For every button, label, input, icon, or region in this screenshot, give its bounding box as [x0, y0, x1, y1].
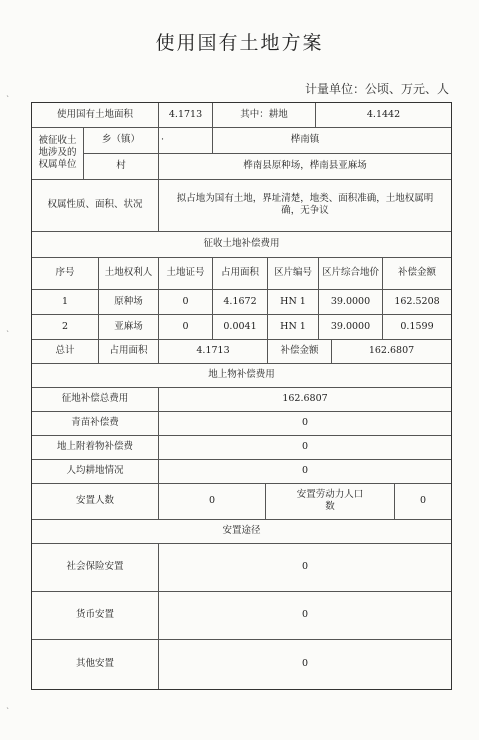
item-value: 0 — [301, 561, 309, 573]
resettlement-section-row — [32, 519, 451, 544]
township-label: 乡（镇） — [84, 127, 159, 153]
header-cert: 土地证号 — [159, 257, 213, 289]
header-price: 区片综合地价 — [319, 257, 383, 289]
item-label: 征地补偿总费用 — [32, 387, 159, 411]
header-owner: 土地权利人 — [99, 257, 159, 289]
measurement-unit: 计量单位：公顷、万元、人 — [304, 82, 449, 96]
compensation-total-row — [32, 339, 451, 364]
row-zone: HN 1 — [268, 289, 319, 314]
list-item — [32, 411, 451, 436]
ownership-value: 拟占地为国有土地，界址清楚，地类、面积准确，土地权属明确，无争议 — [176, 193, 434, 216]
row-index: 1 — [32, 289, 99, 314]
row-cert: 0 — [159, 314, 213, 339]
item-value: 0 — [301, 465, 309, 477]
scan-mark: ` — [6, 330, 10, 339]
farmland-label: 其中：耕地 — [213, 103, 316, 127]
total-area-label: 占用面积 — [99, 339, 159, 363]
resettlement-section-title: 安置途径 — [222, 525, 261, 537]
item-label: 地上附着物补偿费 — [32, 435, 159, 459]
row-cert: 0 — [159, 289, 213, 314]
row-price: 39.0000 — [319, 289, 383, 314]
header-index: 序号 — [32, 257, 99, 289]
scan-mark: ` — [6, 95, 10, 104]
header-area: 占用面积 — [213, 257, 268, 289]
area-label: 使用国有土地面积 — [32, 103, 159, 127]
list-item — [32, 591, 451, 640]
item-value: 162.6807 — [282, 393, 328, 405]
village-value: 桦南县原种场，桦南县亚麻场 — [243, 160, 367, 172]
ownership-row — [32, 179, 451, 232]
row-owner: 亚麻场 — [99, 314, 159, 339]
compensation-section-title: 征收土地补偿费用 — [203, 238, 280, 250]
owner-unit-row — [32, 127, 451, 180]
row-price: 39.0000 — [319, 314, 383, 339]
item-label: 货币安置 — [32, 591, 159, 639]
item-value: 0 — [301, 441, 309, 453]
resettle-count-row — [32, 483, 451, 520]
land-plan-table — [31, 102, 452, 690]
township-value: 桦南镇 — [290, 134, 320, 146]
area-row — [32, 103, 451, 128]
area-total: 4.1713 — [159, 103, 213, 127]
village-label: 村 — [84, 153, 159, 179]
row-index: 2 — [32, 314, 99, 339]
list-item — [32, 387, 451, 412]
list-item — [32, 639, 451, 689]
compensation-section-row — [32, 231, 451, 258]
item-value: 0 — [301, 609, 309, 621]
scan-mark: ` — [6, 707, 10, 716]
table-row — [32, 314, 451, 340]
labor-count-label: 安置劳动力人口数 — [266, 483, 395, 519]
row-area: 4.1672 — [213, 289, 268, 314]
header-zone: 区片编号 — [268, 257, 319, 289]
header-amount: 补偿金额 — [397, 267, 436, 279]
list-item — [32, 459, 451, 484]
item-value: 0 — [301, 658, 309, 670]
township-mark: · — [159, 127, 213, 153]
compensation-header-row — [32, 257, 451, 290]
resettle-count-label: 安置人数 — [32, 483, 159, 519]
ownership-label: 权属性质、面积、状况 — [32, 179, 159, 231]
item-label: 其他安置 — [32, 639, 159, 689]
farmland-value: 4.1442 — [366, 109, 401, 121]
total-amount-label: 补偿金额 — [268, 339, 332, 363]
item-label: 社会保险安置 — [32, 543, 159, 591]
above-ground-section-row — [32, 363, 451, 388]
above-ground-section-title: 地上物补偿费用 — [208, 369, 275, 381]
document-title: 使用国有土地方案 — [155, 32, 324, 54]
row-amount: 0.1599 — [400, 320, 434, 332]
item-label: 人均耕地情况 — [32, 459, 159, 483]
total-label: 总计 — [32, 339, 99, 363]
item-value: 0 — [301, 417, 309, 429]
list-item — [32, 543, 451, 592]
resettle-count-value: 0 — [159, 483, 266, 519]
total-amount-value: 162.6807 — [368, 345, 415, 357]
owner-unit-label: 被征收土地涉及的权属单位 — [32, 127, 84, 179]
labor-count-value: 0 — [419, 495, 427, 507]
row-amount: 162.5208 — [394, 295, 440, 307]
table-row — [32, 289, 451, 315]
total-area-value: 4.1713 — [159, 339, 268, 363]
item-label: 青苗补偿费 — [32, 411, 159, 435]
list-item — [32, 435, 451, 460]
row-area: 0.0041 — [213, 314, 268, 339]
row-zone: HN 1 — [268, 314, 319, 339]
row-owner: 原种场 — [99, 289, 159, 314]
